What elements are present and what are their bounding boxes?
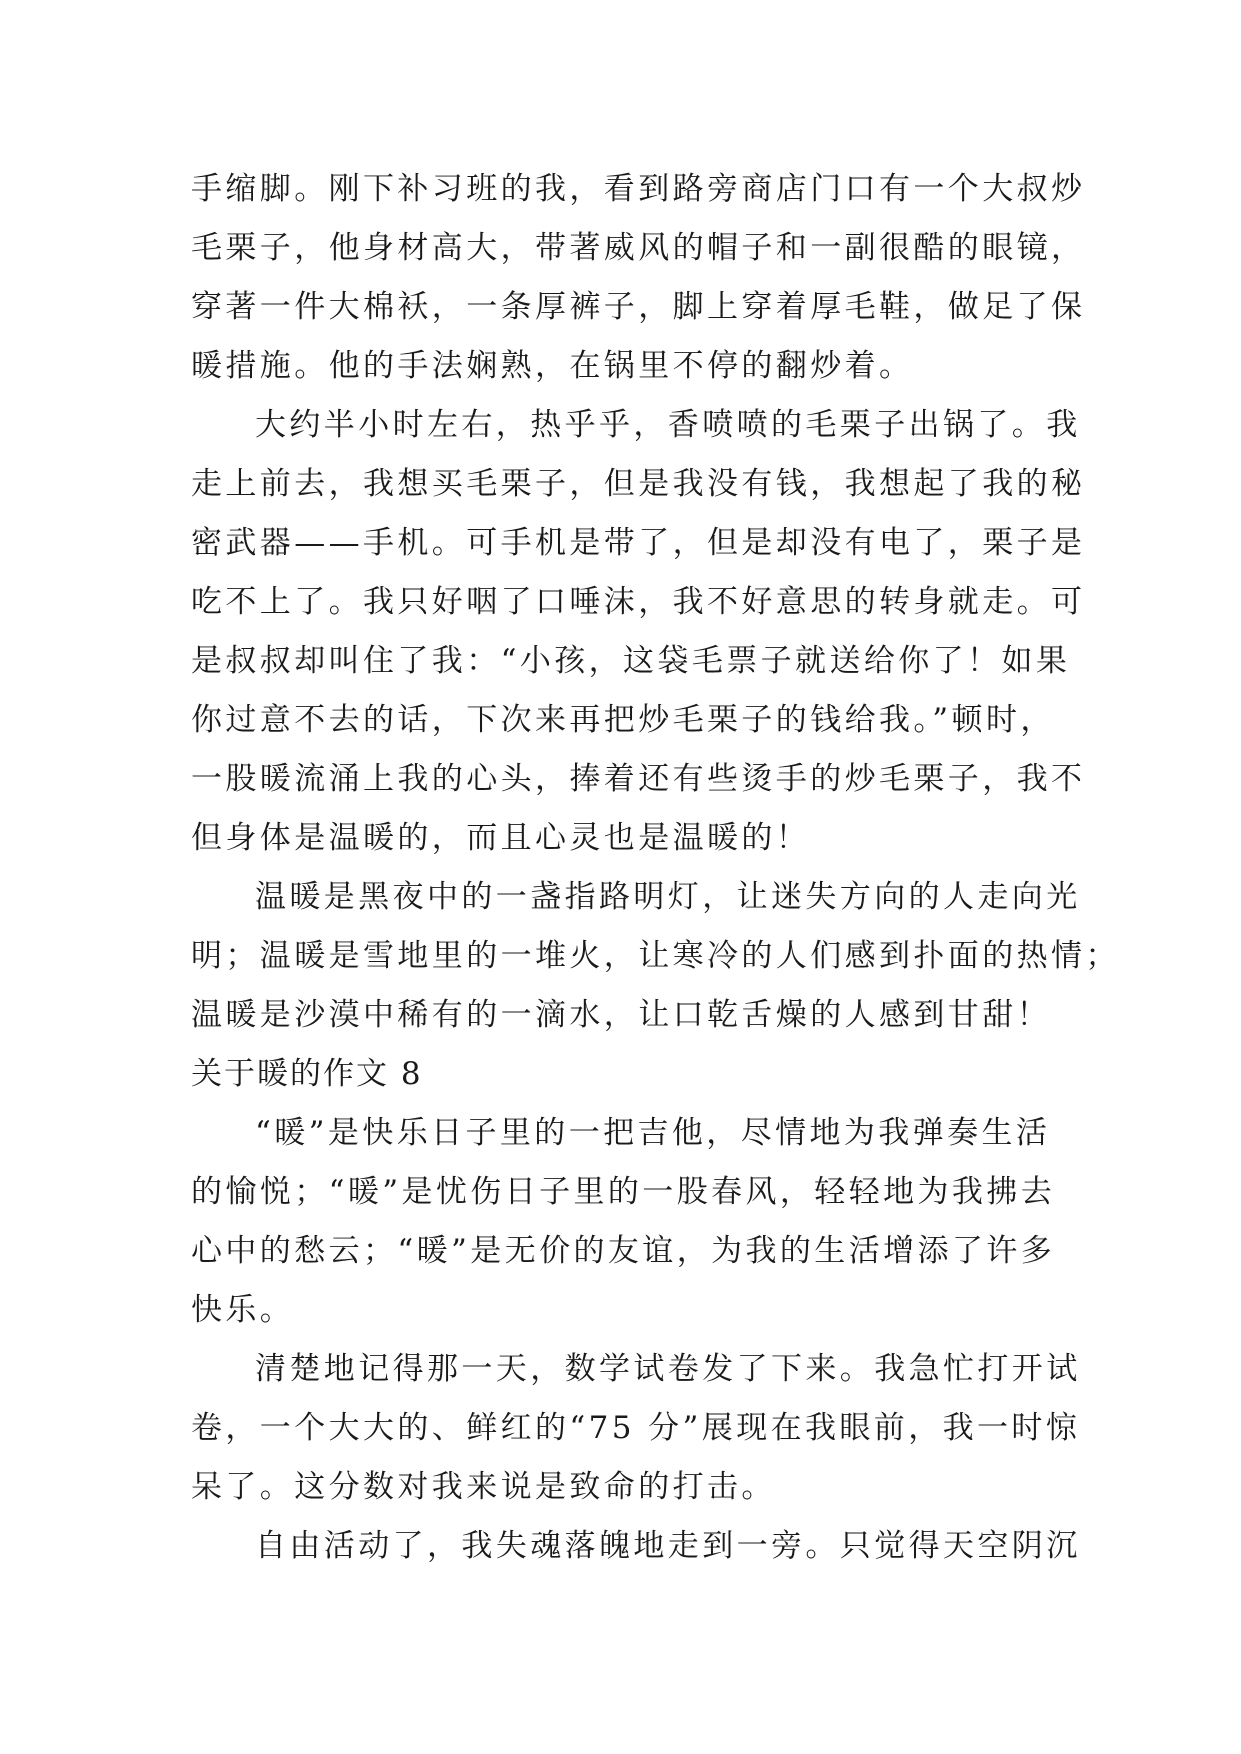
text-line: 温暖是沙漠中稀有的一滴水，让口乾舌燥的人感到甘甜！ (191, 997, 1051, 1033)
text-line: 呆了。这分数对我来说是致命的打击。 (191, 1469, 776, 1505)
text-line: 走上前去，我想买毛栗子，但是我没有钱，我想起了我的秘 (191, 466, 1086, 502)
text-line: 明；温暖是雪地里的一堆火，让寒冷的人们感到扑面的热情； (191, 938, 1120, 974)
text-line: 心中的愁云；“暖”是无价的友谊，为我的生活增添了许多 (191, 1233, 1056, 1269)
text-line: 快乐。 (191, 1292, 295, 1328)
text-line: 毛栗子，他身材高大，带著威风的帽子和一副很酷的眼镜， (191, 230, 1086, 266)
text-line: 你过意不去的话，下次来再把炒毛栗子的钱给我。”顿时， (191, 702, 1055, 738)
text-line: 密武器——手机。可手机是带了，但是却没有电了，栗子是 (191, 525, 1086, 561)
paragraph-start-line: 温暖是黑夜中的一盏指路明灯，让迷失方向的人走向光 (255, 879, 1081, 915)
paragraph-start-line: “暖”是快乐日子里的一把吉他，尽情地为我弹奏生活 (255, 1115, 1051, 1151)
text-line: 吃不上了。我只好咽了口唾沫，我不好意思的转身就走。可 (191, 584, 1086, 620)
text-line: 但身体是温暖的，而且心灵也是温暖的！ (191, 820, 811, 856)
text-line: 一股暖流涌上我的心头，捧着还有些烫手的炒毛栗子，我不 (191, 761, 1086, 797)
paragraph-start-line: 自由活动了，我失魂落魄地走到一旁。只觉得天空阴沉 (255, 1528, 1081, 1564)
paragraph-start-line: 清楚地记得那一天，数学试卷发了下来。我急忙打开试 (255, 1351, 1081, 1387)
text-line: 手缩脚。刚下补习班的我，看到路旁商店门口有一个大叔炒 (191, 171, 1086, 207)
text-line: 的愉悦；“暖”是忧伤日子里的一股春风，轻轻地为我拂去 (191, 1174, 1056, 1210)
text-line: 卷，一个大大的、鲜红的“75 分”展现在我眼前，我一时惊 (191, 1410, 1081, 1446)
text-line: 是叔叔却叫住了我：“小孩，这袋毛票子就送给你了！如果 (191, 643, 1071, 679)
text-line: 穿著一件大棉袄，一条厚裤子，脚上穿着厚毛鞋，做足了保 (191, 289, 1086, 325)
document-body (191, 160, 1120, 1576)
text-line: 暖措施。他的手法娴熟，在锅里不停的翻炒着。 (191, 348, 914, 384)
paragraph-start-line: 大约半小时左右，热乎乎，香喷喷的毛栗子出锅了。我 (255, 407, 1081, 443)
section-heading: 关于暖的作文 8 (191, 1056, 423, 1092)
